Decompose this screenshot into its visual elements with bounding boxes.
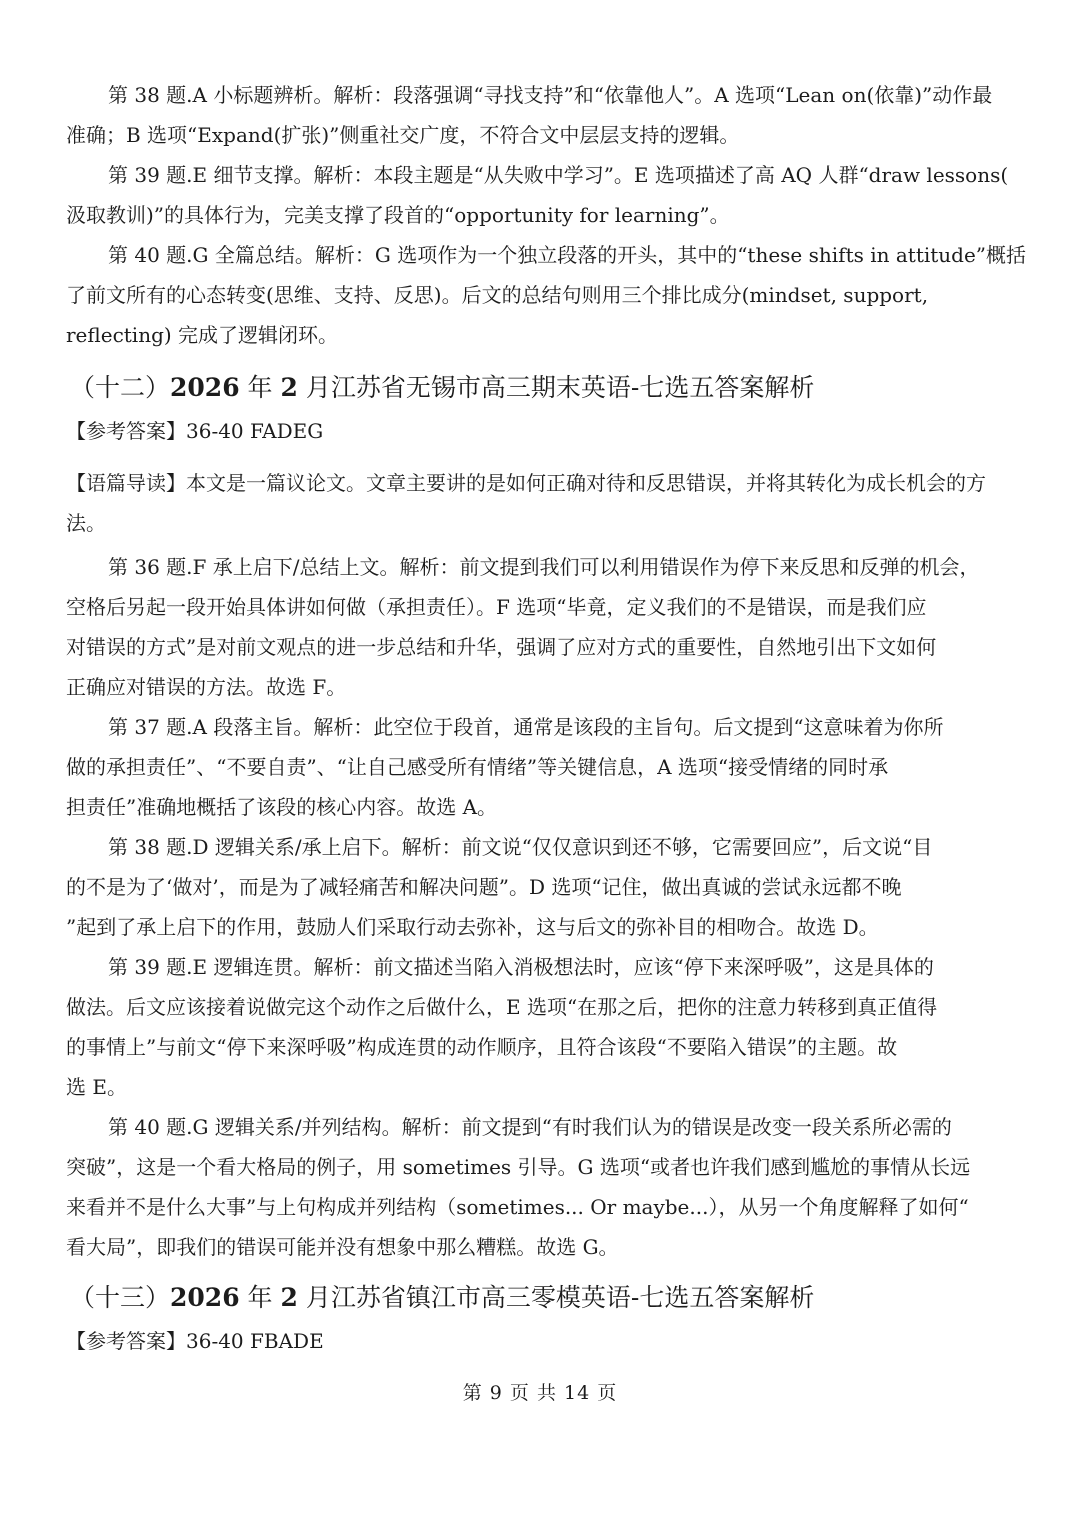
heading-prefix: （十三） bbox=[70, 1283, 171, 1312]
paragraph-line: 【语篇导读】本文是一篇议论文。文章主要讲的是如何正确对待和反思错误，并将其转化为成长机会的方 bbox=[66, 471, 986, 495]
paragraph-line: 法。 bbox=[66, 511, 106, 535]
heading-bold2: 2 bbox=[280, 1283, 298, 1312]
heading-rest: 月江苏省镇江市高三零模英语-七选五答案解析 bbox=[297, 1283, 815, 1312]
paragraph-line: 选 E。 bbox=[66, 1075, 127, 1099]
paragraph-line: 看大局”，即我们的错误可能并没有想象中那么糟糕。故选 G。 bbox=[66, 1235, 619, 1259]
paragraph-line: 准确；B 选项“Expand(扩张)”侧重社交广度，不符合文中层层支持的逻辑。 bbox=[66, 123, 740, 147]
paragraph-line: 第 39 题.E 逻辑连贯。解析：前文描述当陷入消极想法时，应该“停下来深呼吸”，这是具体的 bbox=[108, 955, 934, 979]
heading-mid1: 年 bbox=[239, 1283, 281, 1312]
section-heading bbox=[70, 1280, 1050, 1316]
paragraph-line: 第 37 题.A 段落主旨。解析：此空位于段首，通常是该段的主旨句。后文提到“这意味着为你所 bbox=[108, 715, 944, 739]
reference-answer: 【参考答案】36-40 FADEG bbox=[66, 419, 324, 443]
paragraph-line: 第 39 题.E 细节支撑。解析：本段主题是“从失败中学习”。E 选项描述了高 AQ 人群“draw lessons( bbox=[108, 163, 1009, 187]
paragraph-line: 第 38 题.A 小标题辨析。解析：段落强调“寻找支持”和“依靠他人”。A 选项“Lean on(依靠)”动作最 bbox=[108, 83, 993, 107]
paragraph-line: 做的承担责任”、“不要自责”、“让自己感受所有情绪”等关键信息，A 选项“接受情绪的同时承 bbox=[66, 755, 889, 779]
paragraph-line: 来看并不是什么大事”与上句构成并列结构（sometimes... Or maybe...），从另一个角度解释了如何“ bbox=[66, 1195, 969, 1219]
paragraph-line: 第 38 题.D 逻辑关系/承上启下。解析：前文说“仅仅意识到还不够，它需要回应”，后文说“目 bbox=[108, 835, 933, 859]
reference-answer: 【参考答案】36-40 FBADE bbox=[66, 1329, 324, 1353]
heading-bold1: 2026 bbox=[170, 373, 240, 402]
paragraph-line: 汲取教训)”的具体行为，完美支撑了段首的“opportunity for learning”。 bbox=[66, 203, 730, 227]
heading-bold1: 2026 bbox=[170, 1283, 240, 1312]
paragraph-line: 担责任”准确地概括了该段的核心内容。故选 A。 bbox=[66, 795, 498, 819]
paragraph-line: 了前文所有的心态转变(思维、支持、反思)。后文的总结句则用三个排比成分(mindset, support, bbox=[66, 283, 929, 307]
paragraph-line: 空格后另起一段开始具体讲如何做（承担责任）。F 选项“毕竟，定义我们的不是错误，而是我们应 bbox=[66, 595, 927, 619]
paragraph-line: 的事情上”与前文“停下来深呼吸”构成连贯的动作顺序，且符合该段“不要陷入错误”的主题。故 bbox=[66, 1035, 898, 1059]
heading-rest: 月江苏省无锡市高三期末英语-七选五答案解析 bbox=[297, 373, 815, 402]
paragraph-line: reflecting) 完成了逻辑闭环。 bbox=[66, 323, 339, 347]
heading-prefix: （十二） bbox=[70, 373, 171, 402]
heading-bold2: 2 bbox=[280, 373, 298, 402]
paragraph-line: 突破”，这是一个看大格局的例子，用 sometimes 引导。G 选项“或者也许我们感到尴尬的事情从长远 bbox=[66, 1155, 971, 1179]
paragraph-line: 做法。后文应该接着说做完这个动作之后做什么，E 选项“在那之后，把你的注意力转移到真正值得 bbox=[66, 995, 938, 1019]
section-heading bbox=[70, 370, 1050, 406]
paragraph-line: 第 40 题.G 逻辑关系/并列结构。解析：前文提到“有时我们认为的错误是改变一段关系所必需的 bbox=[108, 1115, 952, 1139]
page-footer: 第 9 页 共 14 页 bbox=[462, 1382, 618, 1404]
paragraph-line: 第 36 题.F 承上启下/总结上文。解析：前文提到我们可以利用错误作为停下来反思和反弹的机会， bbox=[108, 555, 980, 579]
paragraph-line: ”起到了承上启下的作用，鼓励人们采取行动去弥补，这与后文的弥补目的相吻合。故选 D。 bbox=[66, 915, 879, 939]
heading-mid1: 年 bbox=[239, 373, 281, 402]
paragraph-line: 正确应对错误的方法。故选 F。 bbox=[66, 675, 347, 699]
paragraph-line: 对错误的方式”是对前文观点的进一步总结和升华，强调了应对方式的重要性，自然地引出下文如何 bbox=[66, 635, 937, 659]
paragraph-line: 第 40 题.G 全篇总结。解析：G 选项作为一个独立段落的开头，其中的“these shifts in attitude”概括 bbox=[108, 243, 1027, 267]
paragraph-line: 的不是为了‘做对’，而是为了减轻痛苦和解决问题”。D 选项“记住，做出真诚的尝试永远都不晚 bbox=[66, 875, 902, 899]
